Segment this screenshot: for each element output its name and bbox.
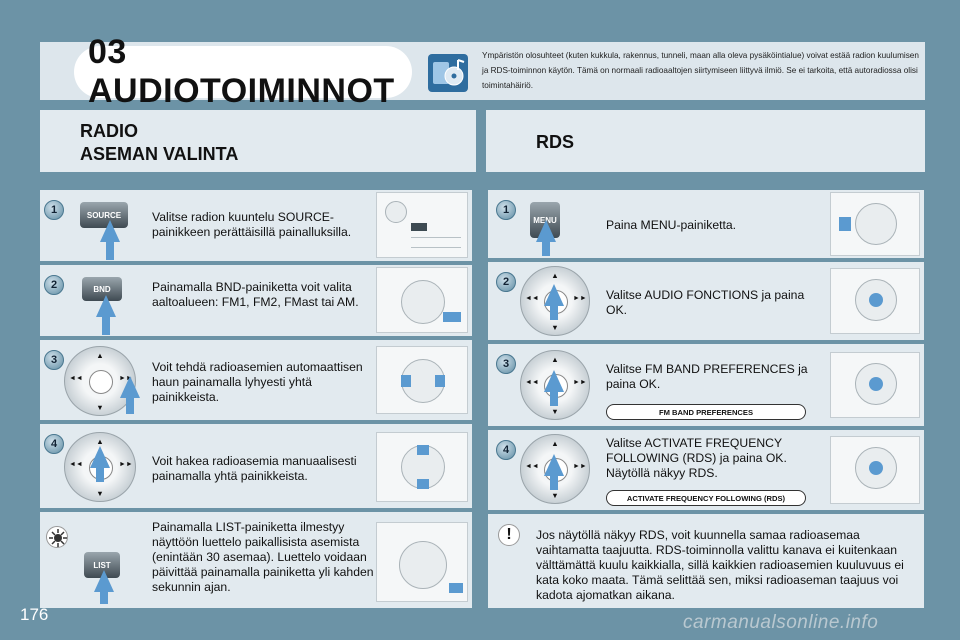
- page-number: 176: [20, 605, 49, 624]
- press-arrow-icon: [536, 220, 556, 256]
- section-title-rds: RDS: [536, 132, 575, 152]
- step-number: 3: [496, 354, 516, 374]
- down-arrow-icon: ▼: [96, 489, 104, 498]
- up-arrow-icon: ▲: [96, 351, 104, 360]
- rewind-icon: ◄◄: [525, 295, 539, 302]
- press-arrow-icon: [100, 220, 120, 260]
- right-step-1: [488, 190, 924, 258]
- left-tip-panel: [40, 512, 472, 608]
- ok-center-icon: [89, 370, 113, 394]
- step-number: 2: [44, 275, 64, 295]
- rewind-icon: ◄◄: [525, 379, 539, 386]
- tip-text: Painamalla LIST-painiketta ilmestyy näyttöön luettelo paikallisista asemista (enintään 30 asemaa). Luettelo voidaan päivittää painamalla painiketta yli kahden sekunnin ajan.: [152, 520, 374, 594]
- step-number: 3: [44, 350, 64, 370]
- step-number: 4: [496, 440, 516, 460]
- section-title-station: ASEMAN VALINTA: [80, 144, 239, 164]
- controls-thumbnail-icon: [376, 522, 468, 602]
- step-number: 4: [44, 434, 64, 454]
- rewind-icon: ◄◄: [69, 461, 83, 468]
- press-arrow-icon: [96, 295, 116, 335]
- step-text: Valitse ACTIVATE FREQUENCY FOLLOWING (RDS) ja paina OK. Näytöllä näkyy RDS.: [606, 436, 787, 480]
- down-arrow-icon: ▼: [96, 403, 104, 412]
- fm-band-preferences-label: FM BAND PREFERENCES: [606, 404, 806, 420]
- forward-icon: ►►: [573, 379, 587, 386]
- header-note: Ympäristön olosuhteet (kuten kukkula, rakennus, tunneli, maan alla oleva pysäköintialue) voivat estää radion kuulumisen ja RDS-toiminnon käytön. Tämä on normaali radioaaltojen siirtymiseen liittyvä ilmiö. Se ei tarkoita, että autoradiossa olisi toimintahäiriö.: [482, 51, 919, 90]
- controls-thumbnail-icon: [376, 267, 468, 333]
- up-arrow-icon: ▲: [551, 271, 559, 280]
- step-number: 1: [496, 200, 516, 220]
- forward-icon: ►►: [119, 375, 133, 382]
- controls-thumbnail-icon: [376, 432, 468, 502]
- up-arrow-icon: ▲: [551, 439, 559, 448]
- step-text: Painamalla BND-painiketta voit valita aaltoalueen: FM1, FM2, FMast tai AM.: [152, 280, 359, 309]
- up-arrow-icon: ▲: [551, 355, 559, 364]
- press-arrow-icon: [544, 284, 564, 320]
- left-step-1: [40, 190, 472, 261]
- controls-thumbnail-icon: [830, 192, 920, 256]
- lightbulb-icon: [46, 526, 68, 548]
- press-arrow-icon: [90, 446, 110, 482]
- press-arrow-icon: [120, 376, 140, 414]
- press-arrow-icon: [544, 370, 564, 406]
- down-arrow-icon: ▼: [551, 407, 559, 416]
- forward-icon: ►►: [573, 295, 587, 302]
- up-arrow-icon: ▲: [96, 437, 104, 446]
- section-title-radio: RADIO: [80, 121, 138, 141]
- step-text: Voit hakea radioasemia manuaalisesti painamalla yhtä painikkeista.: [152, 454, 357, 483]
- menu-button-icon: MENU: [530, 202, 560, 238]
- controls-thumbnail-icon: [830, 436, 920, 504]
- press-arrow-icon: [94, 570, 114, 604]
- bnd-button-icon: BND: [82, 277, 122, 301]
- source-button-icon: SOURCE: [80, 202, 128, 228]
- controls-thumbnail-icon: [830, 352, 920, 418]
- warning-icon: !: [498, 524, 520, 546]
- step-text: Paina MENU-painiketta.: [606, 218, 737, 232]
- activate-frequency-following-label: ACTIVATE FREQUENCY FOLLOWING (RDS): [606, 490, 806, 506]
- step-text: Valitse radion kuuntelu SOURCE-painikkeen perättäisillä painalluksilla.: [152, 210, 352, 239]
- right-step-3: [488, 344, 924, 426]
- forward-icon: ►►: [573, 463, 587, 470]
- audio-disc-icon: [428, 54, 468, 92]
- right-step-2: [488, 262, 924, 340]
- step-number: 2: [496, 272, 516, 292]
- controls-thumbnail-icon: [376, 346, 468, 414]
- controls-thumbnail-icon: [830, 268, 920, 334]
- rewind-icon: ◄◄: [69, 375, 83, 382]
- left-step-4: [40, 424, 472, 508]
- down-arrow-icon: ▼: [551, 323, 559, 332]
- section-header-rds: [486, 110, 925, 172]
- left-step-3: [40, 340, 472, 420]
- watermark: carmanualsonline.info: [683, 612, 879, 633]
- page-title: 03 AUDIOTOIMINNOT: [74, 46, 412, 98]
- forward-icon: ►►: [119, 461, 133, 468]
- right-warning-panel: [488, 514, 924, 608]
- warning-text: Jos näytöllä näkyy RDS, voit kuunnella samaa radioasemaa vaihtamatta taajuutta. RDS-toiminnolla valittu kanava ei kuitenkaan välttämättä kuulu kaikkialla, sillä kaikkien radioasemien kuuluvuus ei kata koko maata. Tämä selittää sen, miksi radioaseman taajuus voi kadota ajomatkan aikana.: [536, 528, 904, 602]
- section-header-radio: [40, 110, 476, 172]
- right-step-4: [488, 430, 924, 510]
- left-step-2: [40, 265, 472, 336]
- step-number: 1: [44, 200, 64, 220]
- list-button-icon: LIST: [84, 552, 120, 578]
- step-text: Valitse AUDIO FONCTIONS ja paina OK.: [606, 288, 805, 317]
- step-text: Voit tehdä radioasemien automaattisen haun painamalla lyhyesti yhtä painikkeista.: [152, 360, 363, 404]
- press-arrow-icon: [544, 454, 564, 490]
- step-text: Valitse FM BAND PREFERENCES ja paina OK.: [606, 362, 808, 391]
- down-arrow-icon: ▼: [551, 491, 559, 500]
- rewind-icon: ◄◄: [525, 463, 539, 470]
- radio-unit-thumbnail-icon: [376, 192, 468, 258]
